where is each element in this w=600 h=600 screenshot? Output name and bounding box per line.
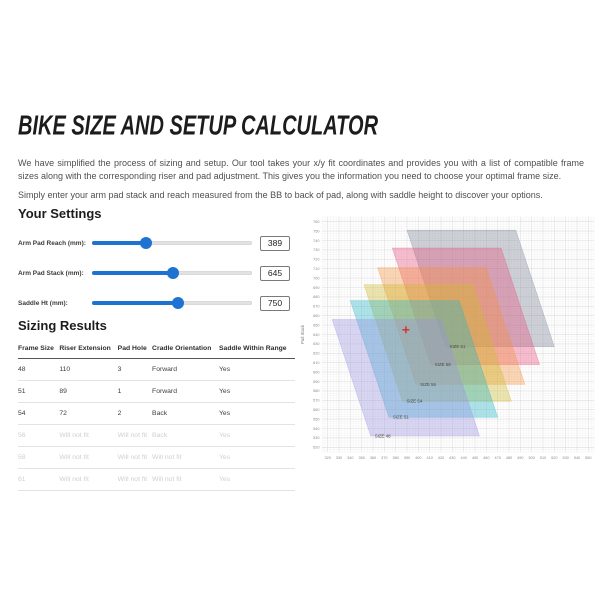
table-cell: Forward xyxy=(152,381,219,403)
column-header: Pad Hole xyxy=(118,340,152,359)
x-tick-label: 540 xyxy=(573,456,581,460)
table-cell: Yes xyxy=(219,425,295,447)
arm-pad-stack-input[interactable] xyxy=(260,266,290,281)
x-tick-label: 380 xyxy=(392,456,399,460)
slider-fill xyxy=(92,241,146,245)
table-cell: Will not fit xyxy=(118,447,152,469)
y-tick-label: 670 xyxy=(313,304,320,309)
y-tick-label: 630 xyxy=(313,342,320,347)
y-tick-label: 750 xyxy=(313,229,320,234)
arm-pad-stack-slider[interactable] xyxy=(92,271,252,275)
x-tick-label: 520 xyxy=(551,456,558,460)
y-tick-label: 560 xyxy=(313,408,320,412)
y-tick-label: 720 xyxy=(313,257,320,262)
saddle-ht-input[interactable] xyxy=(260,296,290,311)
table-cell: Will not fit xyxy=(59,425,117,447)
y-tick-label: 550 xyxy=(313,417,320,422)
size-region-label: SIZE 48 xyxy=(374,433,391,439)
arm-pad-stack-row xyxy=(18,258,290,288)
saddle-ht-row xyxy=(18,288,290,318)
slider-fill xyxy=(92,301,178,305)
x-tick-label: 360 xyxy=(369,456,377,460)
x-tick-label: 330 xyxy=(335,456,343,460)
saddle-ht-label: Saddle Ht (mm): xyxy=(18,299,68,307)
fit-chart-svg xyxy=(298,212,600,474)
table-cell: 54 xyxy=(18,403,59,425)
x-tick-label: 510 xyxy=(539,456,547,460)
table-cell: 48 xyxy=(18,359,59,381)
x-tick-label: 410 xyxy=(426,456,433,460)
x-tick-label: 430 xyxy=(449,456,456,460)
y-tick-label: 600 xyxy=(313,370,320,375)
arm-pad-reach-slider[interactable] xyxy=(92,241,252,245)
slider-handle[interactable] xyxy=(172,297,184,309)
table-row xyxy=(18,469,295,491)
arm-pad-reach-input[interactable] xyxy=(260,236,290,251)
x-tick-label: 480 xyxy=(505,456,513,460)
y-tick-label: 580 xyxy=(313,389,320,394)
x-tick-label: 470 xyxy=(494,456,501,460)
table-cell: 56 xyxy=(18,425,59,447)
table-cell: Will not fit xyxy=(152,469,219,491)
page-title: BIKE SIZE AND SETUP CALCULATOR xyxy=(18,110,379,142)
table-row xyxy=(18,447,295,469)
y-tick-label: 610 xyxy=(313,361,320,365)
table-cell: Back xyxy=(152,425,219,447)
column-header: Cradle Orientation xyxy=(152,340,219,359)
x-tick-label: 350 xyxy=(358,456,365,460)
settings-sliders xyxy=(18,228,290,318)
x-tick-label: 370 xyxy=(381,456,388,460)
x-tick-label: 460 xyxy=(483,456,490,460)
table-cell: Yes xyxy=(219,403,295,425)
results-heading: Sizing Results xyxy=(18,318,107,333)
table-cell: 110 xyxy=(59,359,117,381)
sizing-results-table xyxy=(18,340,295,491)
y-tick-label: 540 xyxy=(313,426,320,431)
table-cell: Yes xyxy=(219,359,295,381)
x-tick-label: 550 xyxy=(585,456,592,460)
table-row xyxy=(18,425,295,447)
x-tick-label: 440 xyxy=(460,456,467,460)
y-tick-label: 700 xyxy=(313,276,320,281)
table-cell: Yes xyxy=(219,447,295,469)
saddle-ht-slider[interactable] xyxy=(92,301,252,305)
table-cell: 51 xyxy=(18,381,59,403)
table-cell: Will not fit xyxy=(118,469,152,491)
table-row xyxy=(18,381,295,403)
table-cell: Forward xyxy=(152,359,219,381)
size-region-label: SIZE 56 xyxy=(420,381,436,387)
table-cell: 3 xyxy=(118,359,152,381)
size-region-label: SIZE 54 xyxy=(406,398,423,404)
fit-chart xyxy=(298,212,600,474)
table-cell: Will not fit xyxy=(59,447,117,469)
y-tick-label: 530 xyxy=(313,436,320,441)
y-tick-label: 680 xyxy=(313,295,320,300)
x-tick-label: 340 xyxy=(347,456,354,460)
arm-pad-reach-label: Arm Pad Reach (mm): xyxy=(18,239,86,247)
x-tick-label: 320 xyxy=(324,456,331,460)
slider-handle[interactable] xyxy=(167,267,179,279)
settings-heading: Your Settings xyxy=(18,206,102,221)
size-region-label: SIZE 58 xyxy=(434,362,451,368)
table-cell: Will not fit xyxy=(59,469,117,491)
x-tick-label: 400 xyxy=(415,456,422,460)
table-row xyxy=(18,403,295,425)
x-tick-label: 450 xyxy=(471,456,479,460)
table-cell: Yes xyxy=(219,469,295,491)
y-axis-title: Pad Stack xyxy=(300,324,305,345)
table-cell: 61 xyxy=(18,469,59,491)
size-region-label: SIZE 51 xyxy=(392,414,409,420)
table-cell: 72 xyxy=(59,403,117,425)
size-region-label: SIZE 61 xyxy=(449,344,466,350)
y-tick-label: 660 xyxy=(313,314,320,318)
table-cell: 89 xyxy=(59,381,117,403)
slider-handle[interactable] xyxy=(140,237,152,249)
column-header: Frame Size xyxy=(18,340,59,359)
table-cell: 58 xyxy=(18,447,59,469)
y-tick-label: 730 xyxy=(313,248,320,253)
y-tick-label: 590 xyxy=(313,379,320,384)
y-tick-label: 620 xyxy=(313,351,320,356)
y-tick-label: 520 xyxy=(313,445,320,450)
x-tick-label: 530 xyxy=(562,456,569,460)
arm-pad-reach-row xyxy=(18,228,290,258)
x-tick-label: 420 xyxy=(437,456,445,460)
table-cell: Will not fit xyxy=(118,425,152,447)
y-tick-label: 640 xyxy=(313,332,320,337)
table-header-row xyxy=(18,340,295,359)
y-tick-label: 740 xyxy=(313,238,320,243)
column-header: Saddle Within Range xyxy=(219,340,295,359)
y-tick-label: 570 xyxy=(313,398,320,403)
y-tick-label: 690 xyxy=(313,285,320,290)
table-row xyxy=(18,359,295,381)
x-tick-label: 390 xyxy=(403,456,411,460)
column-header: Riser Extension xyxy=(59,340,117,359)
y-tick-label: 710 xyxy=(313,267,320,271)
table-cell: 1 xyxy=(118,381,152,403)
intro-paragraph-1: We have simplified the process of sizing and setup. Our tool takes your x/y fit coordinates and provides you with a list of compatible frame sizes along with the corresponding riser and pad adjustment. This gives you the information you need to choose your optimal frame size. xyxy=(18,158,584,182)
x-tick-label: 490 xyxy=(517,456,524,460)
y-tick-label: 650 xyxy=(313,323,320,328)
arm-pad-stack-label: Arm Pad Stack (mm): xyxy=(18,269,84,277)
slider-fill xyxy=(92,271,173,275)
table-cell: Will not fit xyxy=(152,447,219,469)
y-tick-label: 760 xyxy=(313,220,320,224)
table-cell: Yes xyxy=(219,381,295,403)
table-cell: 2 xyxy=(118,403,152,425)
x-tick-label: 500 xyxy=(528,456,535,460)
table-cell: Back xyxy=(152,403,219,425)
intro-paragraph-2: Simply enter your arm pad stack and reach measured from the BB to back of pad, along with saddle height to discover your options. xyxy=(18,190,543,200)
